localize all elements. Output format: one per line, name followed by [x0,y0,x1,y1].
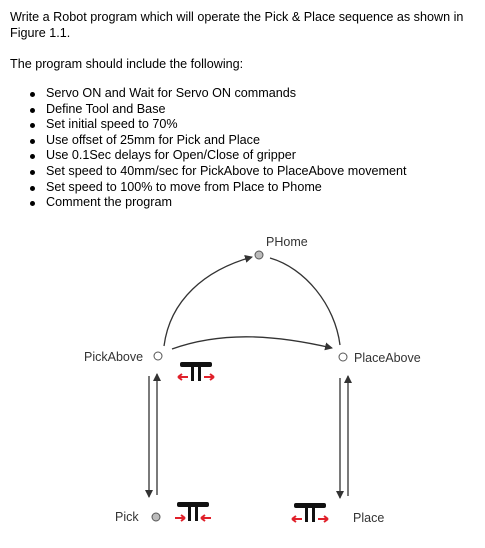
path-pickabove-to-placeabove [172,337,332,349]
requirements-heading: The program should include the following: [10,57,244,71]
phome-label: PHome [266,235,308,249]
list-item-text: Use offset of 25mm for Pick and Place [46,132,260,147]
pickabove-label: PickAbove [84,350,144,364]
pickabove-point [154,352,162,360]
pick-point [152,513,160,521]
path-phome-to-placeabove [270,258,340,345]
placeabove-label: PlaceAbove [354,351,421,365]
list-item-text: Define Tool and Base [46,101,166,116]
placeabove-point [339,353,347,361]
phome-point [255,251,263,259]
pick-label: Pick [115,510,139,524]
list-item-text: Servo ON and Wait for Servo ON commands [46,86,297,100]
gripper-closing-icon [175,502,211,521]
list-item-text: Set speed to 100% to move from Place to Phome [46,179,322,194]
list-item-text: Comment the program [46,195,172,210]
gripper-opening-icon [292,503,328,522]
task-intro: Write a Robot program which will operate the Pick & Place sequence as shown in Figure 1.1. [10,10,464,40]
list-item-text: Set initial speed to 70% [46,117,178,132]
gripper-open-icon [178,362,214,381]
list-item-text: Set speed to 40mm/sec for PickAbove to PlaceAbove movement [46,163,407,178]
list-item-text: Use 0.1Sec delays for Open/Close of gripper [46,148,296,163]
path-pickabove-to-phome [164,257,252,346]
place-label: Place [353,511,385,525]
